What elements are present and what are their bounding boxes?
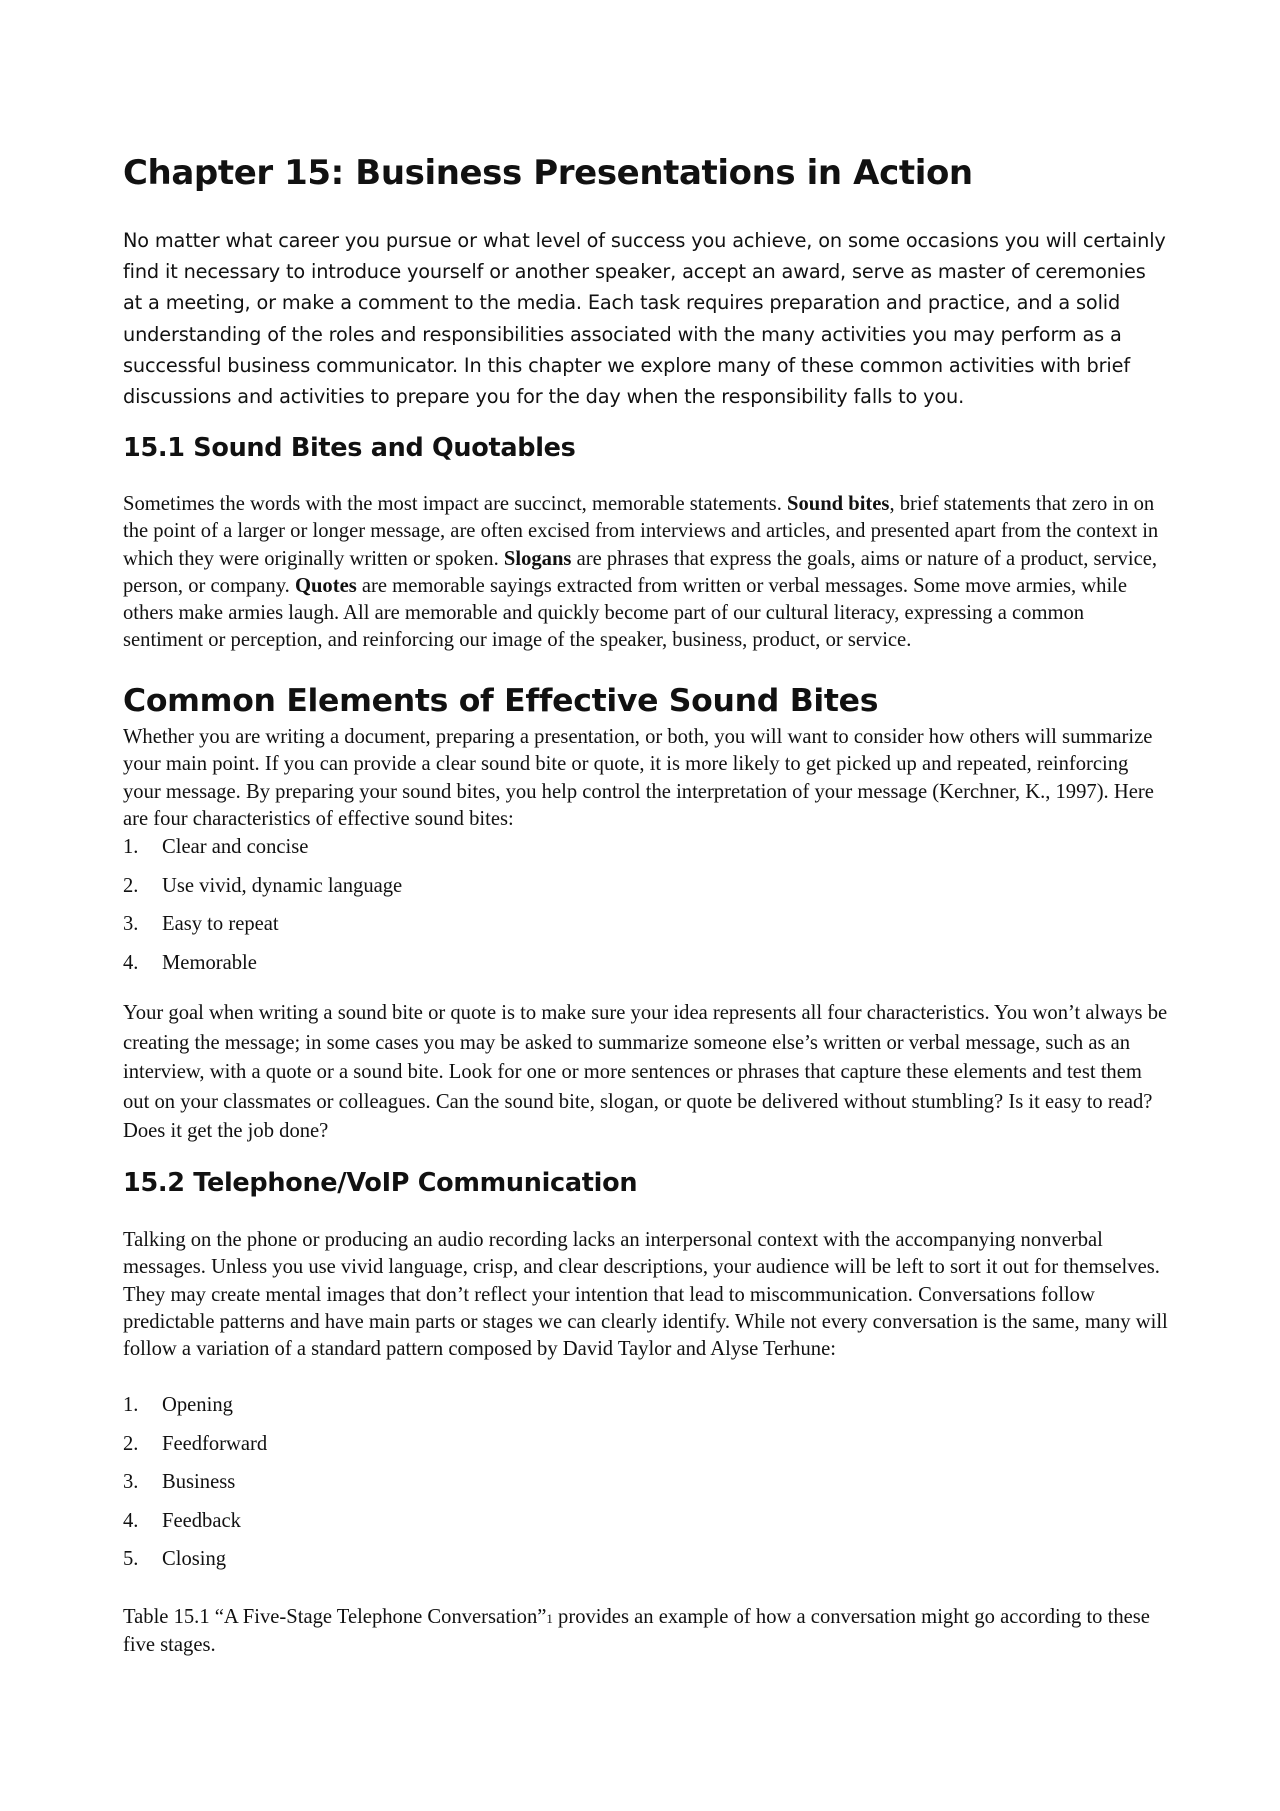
list-item: [123, 950, 402, 989]
list-item: [123, 1431, 267, 1470]
table-reference-paragraph: [123, 1604, 1168, 1660]
sound-bite-goal-paragraph: Your goal when writing a sound bite or quote is to make sure your idea represents all four characteristics. You won’t always be creating the message; in some cases you may be asked to summarize someone else’s written or verbal message, such as an interview, with a quote or a sound bite. Look for one or more sentences or phrases that capture these elements and test them out on your classmates or colleagues. Can the sound bite, slogan, or quote be delivered without stumbling? Is it easy to read? Does it get the job done?: [123, 1002, 1168, 1143]
list-item: [123, 1392, 267, 1431]
list-number: 2.: [123, 874, 139, 897]
list-number: 4.: [123, 1509, 139, 1532]
list-text: Clear and concise: [162, 836, 309, 858]
text-run: provides an example of how a conversation might go according to these five stages.: [123, 1606, 1150, 1657]
text-run: Sometimes the words with the most impact are succinct, memorable statements.: [123, 493, 787, 515]
text-run: Table 15.1 “A Five-Stage Telephone Conversation”: [123, 1606, 547, 1628]
list-text: Closing: [162, 1548, 227, 1570]
list-text: Easy to repeat: [162, 913, 279, 935]
list-number: 5.: [123, 1548, 139, 1570]
intro-paragraph: No matter what career you pursue or what level of success you achieve, on some occasions you will certainly find it necessary to introduce yourself or another speaker, accept an award, serve as master of ceremonies at a meeting, or make a comment to the media. Each task requires preparation and practice, and a solid understanding of the roles and responsibilities associated with the many activities you may perform as a successful business communicator. In this chapter we explore many of these common activities with brief discussions and activities to prepare you for the day when the responsibility falls to you.: [123, 229, 1166, 409]
term-quotes: Quotes: [294, 574, 357, 597]
list-text: Use vivid, dynamic language: [162, 874, 403, 897]
term-sound-bites: Sound bites: [787, 493, 890, 515]
list-text: Feedforward: [162, 1432, 268, 1455]
list-item: [123, 911, 402, 950]
list-item: [123, 1508, 267, 1547]
sound-bite-characteristics-list: [123, 834, 402, 988]
list-text: Opening: [162, 1394, 233, 1416]
footnote-marker: 1: [546, 1611, 553, 1626]
common-elements-paragraph: Whether you are writing a document, preparing a presentation, or both, you will want to consider how others will summarize your main point. If you can provide a clear sound bite or quote, it is more likely to get picked up and repeated, reinforcing your message. By preparing your sound bites, you help control the interpretation of your message (Kerchner, K., 1997). Here are four characteristics of effective sound bites:: [123, 726, 1154, 830]
list-item: [123, 1546, 267, 1585]
conversation-stages-list: [123, 1392, 267, 1585]
text-run: , brief statements that zero in on the point of a larger or longer message, are often excised from interviews and articles, and presented apart from the context in which they were originally written or spoken.: [123, 493, 1159, 570]
term-slogans: Slogans: [503, 547, 572, 570]
list-number: 4.: [123, 951, 139, 974]
list-number: 3.: [123, 913, 139, 935]
telephone-paragraph: Talking on the phone or producing an audio recording lacks an interpersonal context with the accompanying nonverbal messages. Unless you use vivid language, crisp, and clear descriptions, your audience will be left to sort it out for themselves. They may create mental images that don’t reflect your intention that lead to miscommunication. Conversations follow predictable patterns and have main parts or stages we can clearly identify. While not every conversation is the same, many will follow a variation of a standard pattern composed by David Taylor and Alyse Terhune:: [123, 1229, 1168, 1361]
common-elements-heading: Common Elements of Effective Sound Bites: [123, 683, 879, 719]
list-item: [123, 873, 402, 912]
list-number: 1.: [123, 836, 139, 858]
sound-bites-paragraph: [123, 491, 1168, 655]
list-number: 3.: [123, 1471, 139, 1493]
list-number: 2.: [123, 1432, 139, 1455]
text-run: are phrases that express the goals, aims or nature of a product, service, person, or company.: [123, 547, 1158, 597]
list-text: Feedback: [162, 1509, 241, 1532]
text-run: are memorable sayings extracted from written or verbal messages. Some move armies, while others make armies laugh. All are memorable and quickly become part of our cultural literacy, expressing a common sentiment or perception, and reinforcing our image of the speaker, business, product, or service.: [123, 574, 1128, 652]
chapter-title: Chapter 15: Business Presentations in Action: [123, 153, 973, 193]
list-item: [123, 1469, 267, 1508]
list-text: Memorable: [162, 951, 257, 974]
section-15-2-heading: 15.2 Telephone/VoIP Communication: [123, 1168, 638, 1198]
list-item: [123, 834, 402, 873]
list-text: Business: [162, 1471, 236, 1493]
section-15-1-heading: 15.1 Sound Bites and Quotables: [123, 433, 576, 463]
list-number: 1.: [123, 1394, 139, 1416]
